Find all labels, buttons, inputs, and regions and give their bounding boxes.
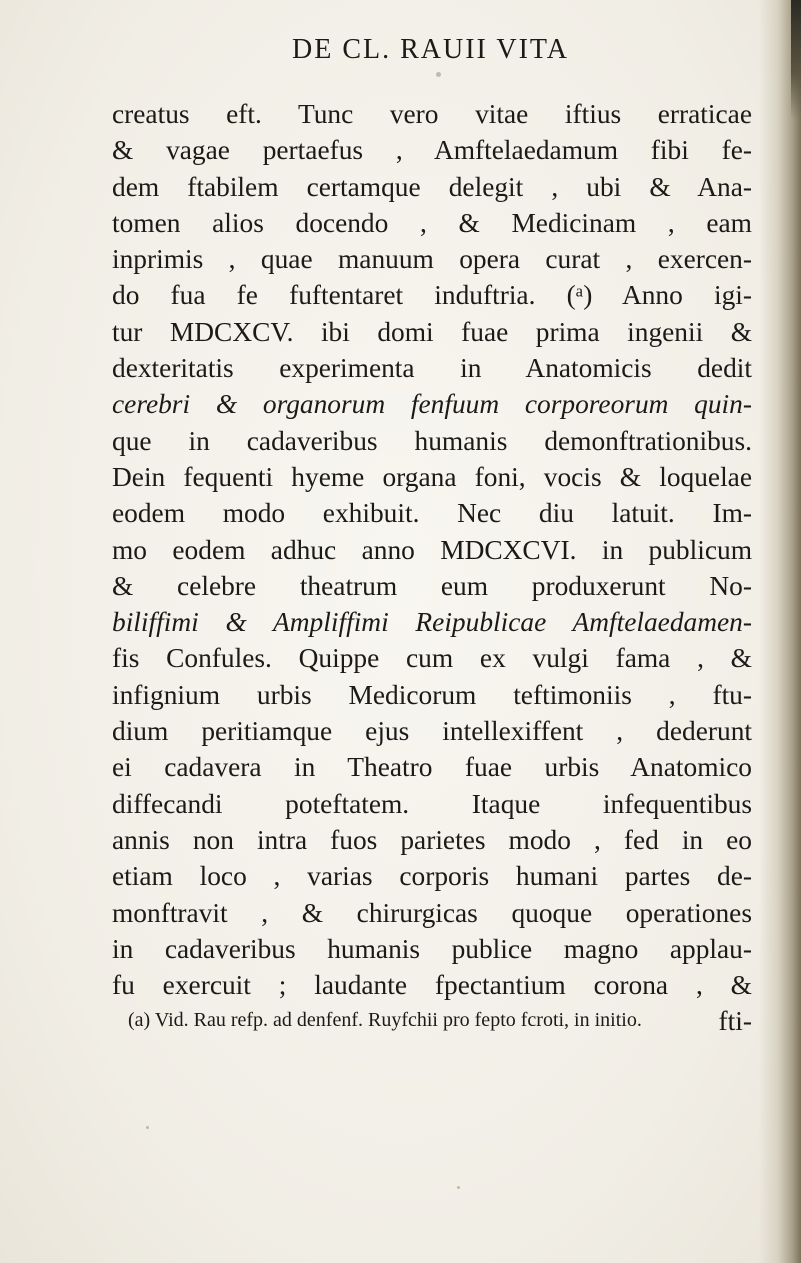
text-line: Dein fequenti hyeme organa foni, vocis & loquelae (112, 461, 752, 492)
text-line: monftravit , & chirurgicas quoque operationes (112, 897, 752, 928)
text-line: dexteritatis experimenta in Anatomicis dedit (112, 353, 752, 384)
catchword: fti- (718, 1006, 752, 1037)
text-line: ei cadavera in Theatro fuae urbis Anatomico (112, 752, 752, 783)
text-line: inprimis , quae manuum opera curat , exercen- (112, 244, 752, 275)
text-line: eodem modo exhibuit. Nec diu latuit. Im- (112, 498, 752, 529)
text-line: fis Confules. Quippe cum ex vulgi fama , & (112, 643, 752, 674)
text-line: & celebre theatrum eum produxerunt No- (112, 570, 752, 601)
text-line-italic: cerebri & organorum fenfuum corporeorum quin- (112, 389, 752, 420)
text-line: dium peritiamque ejus intellexiffent , dederunt (112, 716, 752, 747)
text-line: do fua fe fuftentaret induftria. (ᵃ) Anno igi- (112, 280, 752, 311)
text-line: que in cadaveribus humanis demonftrationibus. (112, 425, 752, 456)
paper-speck (436, 72, 441, 77)
page-edge-shadow (759, 0, 801, 1263)
paper-speck (146, 1126, 149, 1129)
body-text (112, 96, 752, 1040)
text-line: tur MDCXCV. ibi domi fuae prima ingenii & (112, 316, 752, 347)
text-line: mo eodem adhuc anno MDCXCVI. in publicum (112, 534, 752, 565)
text-line: & vagae pertaefus , Amftelaedamum fibi fe- (112, 135, 752, 166)
running-title: DE CL. RAUII VITA (292, 34, 569, 65)
text-line: dem ftabilem certamque delegit , ubi & Ana- (112, 171, 752, 202)
text-line: annis non intra fuos parietes modo , fed in eo (112, 824, 752, 855)
footnote: (a) Vid. Rau refp. ad denfenf. Ruyfchii pro fepto fcroti, in initio. (128, 1009, 642, 1031)
text-line: in cadaveribus humanis publice magno applau- (112, 933, 752, 964)
text-line: fu exercuit ; laudante fpectantium corona , & (112, 970, 752, 1001)
text-line: creatus eft. Tunc vero vitae iftius erraticae (112, 99, 752, 129)
text-line: tomen alios docendo , & Medicinam , eam (112, 207, 752, 238)
text-line: diffecandi poteftatem. Itaque infequentibus (112, 788, 752, 819)
text-line: infignium urbis Medicorum teftimoniis , ftu- (112, 679, 752, 710)
text-line: etiam loco , varias corporis humani partes de- (112, 861, 752, 892)
paper-speck (457, 1186, 460, 1189)
text-line-italic: biliffimi & Ampliffimi Reipublicae Amftelaedamen- (112, 607, 752, 638)
